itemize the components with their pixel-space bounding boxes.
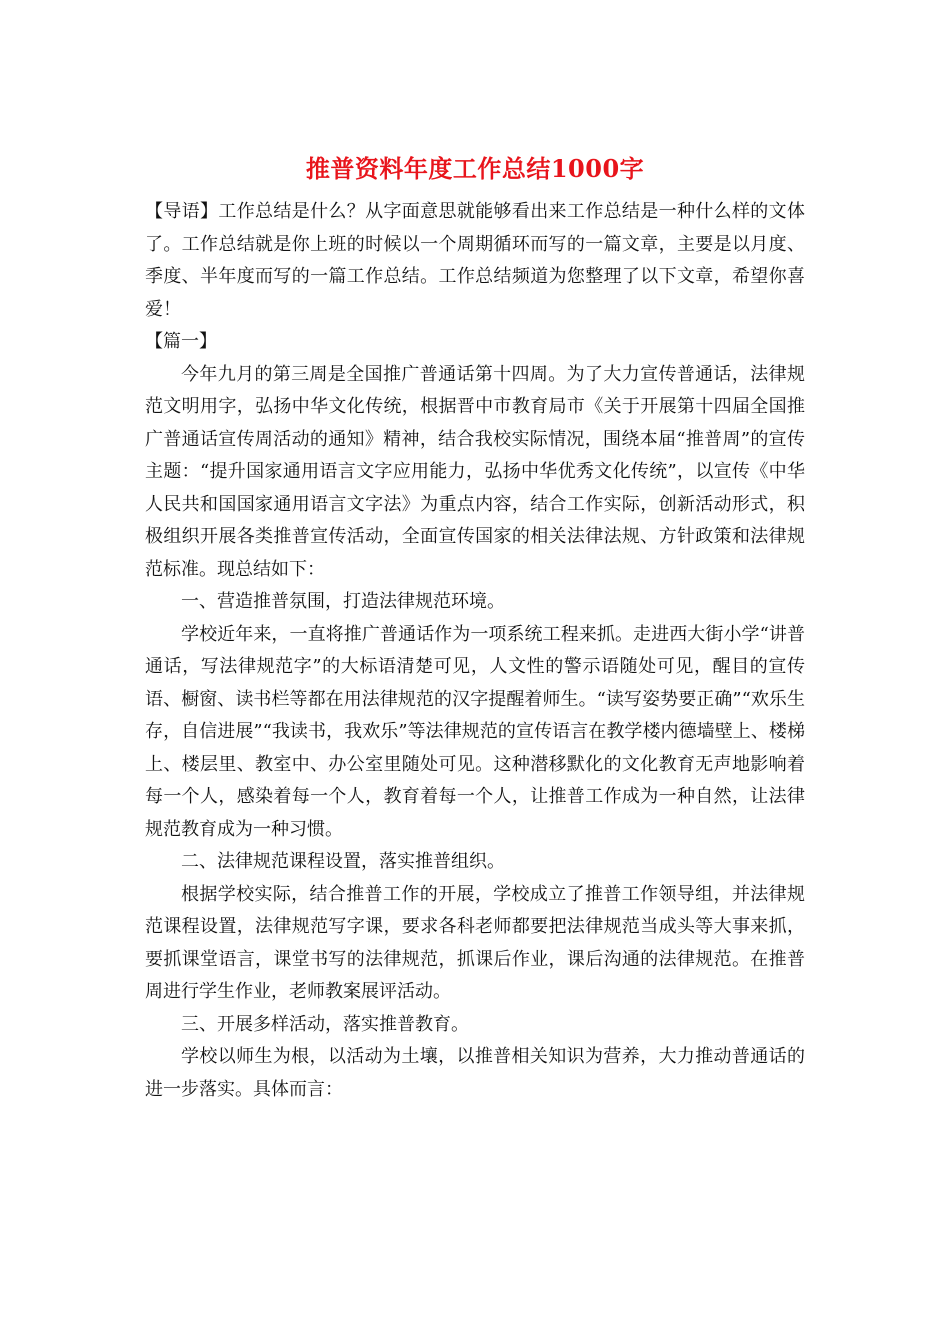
heading-section-3: 三、开展多样活动，落实推普教育。 (181, 1013, 469, 1035)
heading-section-1: 一、营造推普氛围，打造法律规范环境。 (181, 591, 505, 612)
paragraph-section-2: 根据学校实际，结合推普工作的开展，学校成立了推普工作领导组，并法律规范课程设置，法律规范写字课，要求各科老师都要把法律规范当成头等大事来抓，要抓课堂语言，课堂书写的法律规范，抓课后作业，课后沟通的法律规范。在推普周进行学生作业，老师教案展评活动。 (145, 883, 805, 1002)
paragraph-section-label: 【篇一】 (145, 331, 217, 352)
heading-section-2: 二、法律规范课程设置，落实推普组织。 (181, 851, 505, 872)
paragraph-intro: 【导语】工作总结是什么？从字面意思就能够看出来工作总结是一种什么样的文体了。工作总结就是你上班的时候以一个周期循环而写的一篇文章，主要是以月度、季度、半年度而写的一篇工作总结。工作总结频道为您整理了以下文章，希望你喜爱！ (145, 201, 805, 320)
document-title: 推普资料年度工作总结1000字 (305, 154, 645, 183)
paragraph-section-1: 学校近年来，一直将推广普通话作为一项系统工程来抓。走进西大街小学“讲普通话，写法律规范字”的大标语清楚可见，人文性的警示语随处可见，醒目的宣传语、橱窗、读书栏等都在用法律规范的汉字提醒着师生。“读写姿势要正确”“欢乐生存，自信进展”“我读书，我欢乐”等法律规范的宣传语言在教学楼内德墙壁上、楼梯上、楼层里、教室中、办公室里随处可见。这种潜移默化的文化教育无声地影响着每一个人，感染着每一个人，教育着每一个人，让推普工作成为一种自然，让法律规范教育成为一种习惯。 (145, 623, 805, 840)
paragraph-overview: 今年九月的第三周是全国推广普通话第十四周。为了大力宣传普通话，法律规范文明用字，弘扬中华文化传统，根据晋中市教育局市《关于开展第十四届全国推广普通话宣传周活动的通知》精神，结合我校实际情况，围绕本届“推普周”的宣传主题：“提升国家通用语言文字应用能力，弘扬中华优秀文化传统”，以宣传《中华人民共和国国家通用语言文字法》为重点内容，结合工作实际，创新活动形式，积极组织开展各类推普宣传活动，全面宣传国家的相关法律法规、方针政策和法律规范标准。现总结如下： (145, 363, 805, 580)
paragraph-section-3: 学校以师生为根，以活动为土壤，以推普相关知识为营养，大力推动普通话的进一步落实。具体而言： (145, 1046, 805, 1100)
document-body (145, 196, 805, 1106)
